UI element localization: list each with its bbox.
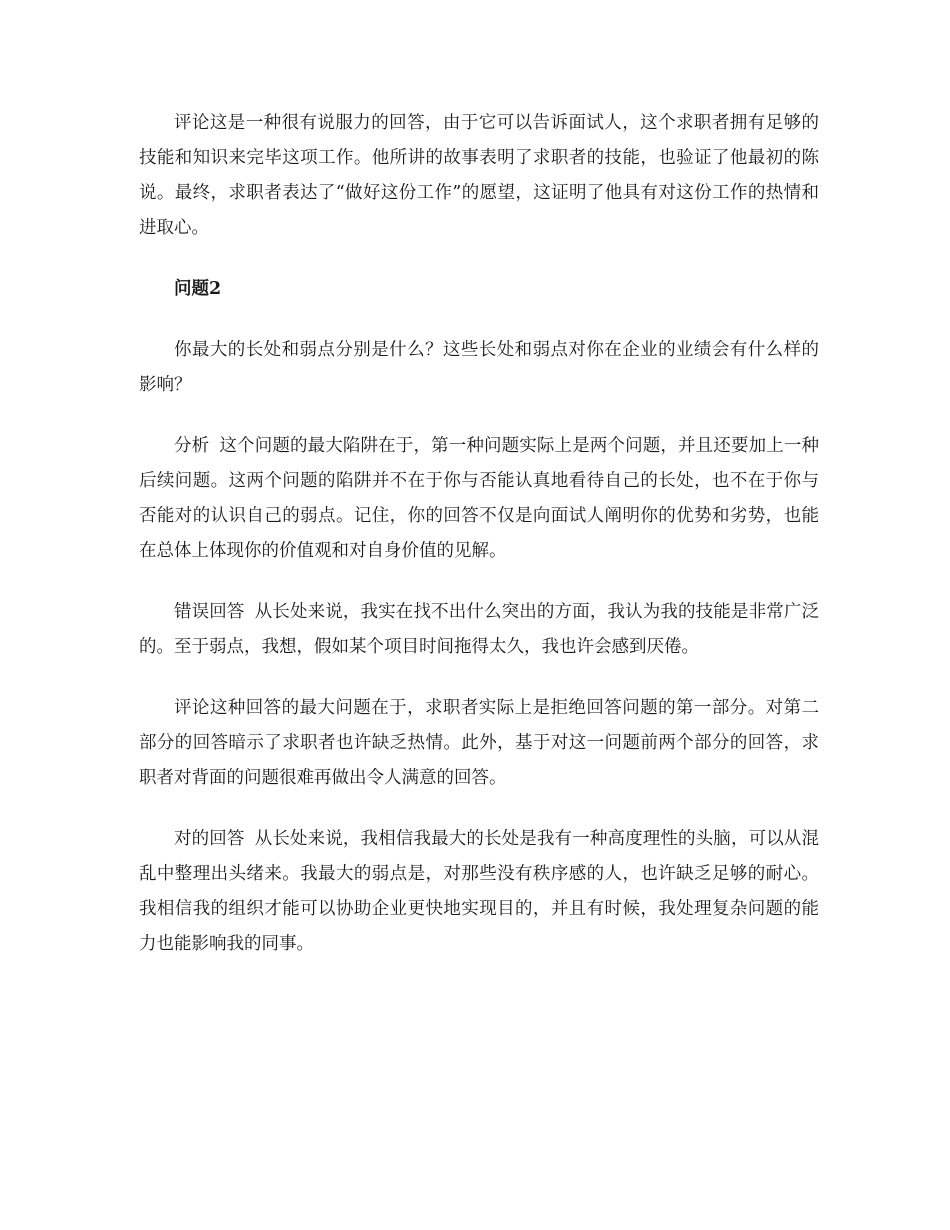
paragraph-lead: 错误回答	[174, 602, 245, 622]
paragraph-text: 这个问题的最大陷阱在于，第一种问题实际上是两个问题，并且还要加上一种后续问题。这两个问题的陷阱并不在于你与否能认真地看待自己的长处，也不在于你与否能对的认识自己的弱点。记住，你的回答不仅是向面试人阐明你的优势和劣势，也能在总体上体现你的价值观和对自身价值的见解。	[139, 436, 820, 561]
paragraph-right-answer	[139, 822, 819, 962]
paragraph-comment-1	[139, 106, 819, 246]
paragraph-comment-2	[139, 691, 819, 796]
section-heading	[139, 272, 819, 307]
paragraph-lead: 评论	[174, 113, 210, 133]
paragraph-question	[139, 333, 819, 403]
paragraph-lead: 分析	[174, 436, 210, 456]
paragraph-text: 从长处来说，我实在找不出什么突出的方面，我认为我的技能是非常广泛的。至于弱点，我想，假如某个项目时间拖得太久，我也许会感到厌倦。	[139, 602, 820, 657]
paragraph-lead: 评论	[174, 698, 210, 718]
paragraph-text: 这是一种很有说服力的回答，由于它可以告诉面试人，这个求职者拥有足够的技能和知识来完毕这项工作。他所讲的故事表明了求职者的技能，也验证了他最初的陈说。最终，求职者表达了“做好这份工作”的愿望，这证明了他具有对这份工作的热情和进取心。	[139, 113, 819, 238]
heading-text: 问题2	[174, 279, 222, 299]
document-body	[139, 106, 819, 988]
paragraph-text: 从长处来说，我相信我最大的长处是我有一种高度理性的头脑，可以从混乱中整理出头绪来。我最大的弱点是，对那些没有秩序感的人，也许缺乏足够的耐心。我相信我的组织才能可以协助企业更快地实现目的，并且有时候，我处理复杂问题的能力也能影响我的同事。	[139, 829, 820, 954]
paragraph-wrong-answer	[139, 595, 819, 665]
paragraph-text: 这种回答的最大问题在于，求职者实际上是拒绝回答问题的第一部分。对第二部分的回答暗示了求职者也许缺乏热情。此外，基于对这一问题前两个部分的回答，求职者对背面的问题很难再做出令人满意的回答。	[139, 698, 819, 788]
paragraph-lead: 对的回答	[174, 829, 245, 849]
paragraph-analysis	[139, 429, 819, 569]
paragraph-text: 你最大的长处和弱点分别是什么？这些长处和弱点对你在企业的业绩会有什么样的影响？	[139, 340, 819, 395]
